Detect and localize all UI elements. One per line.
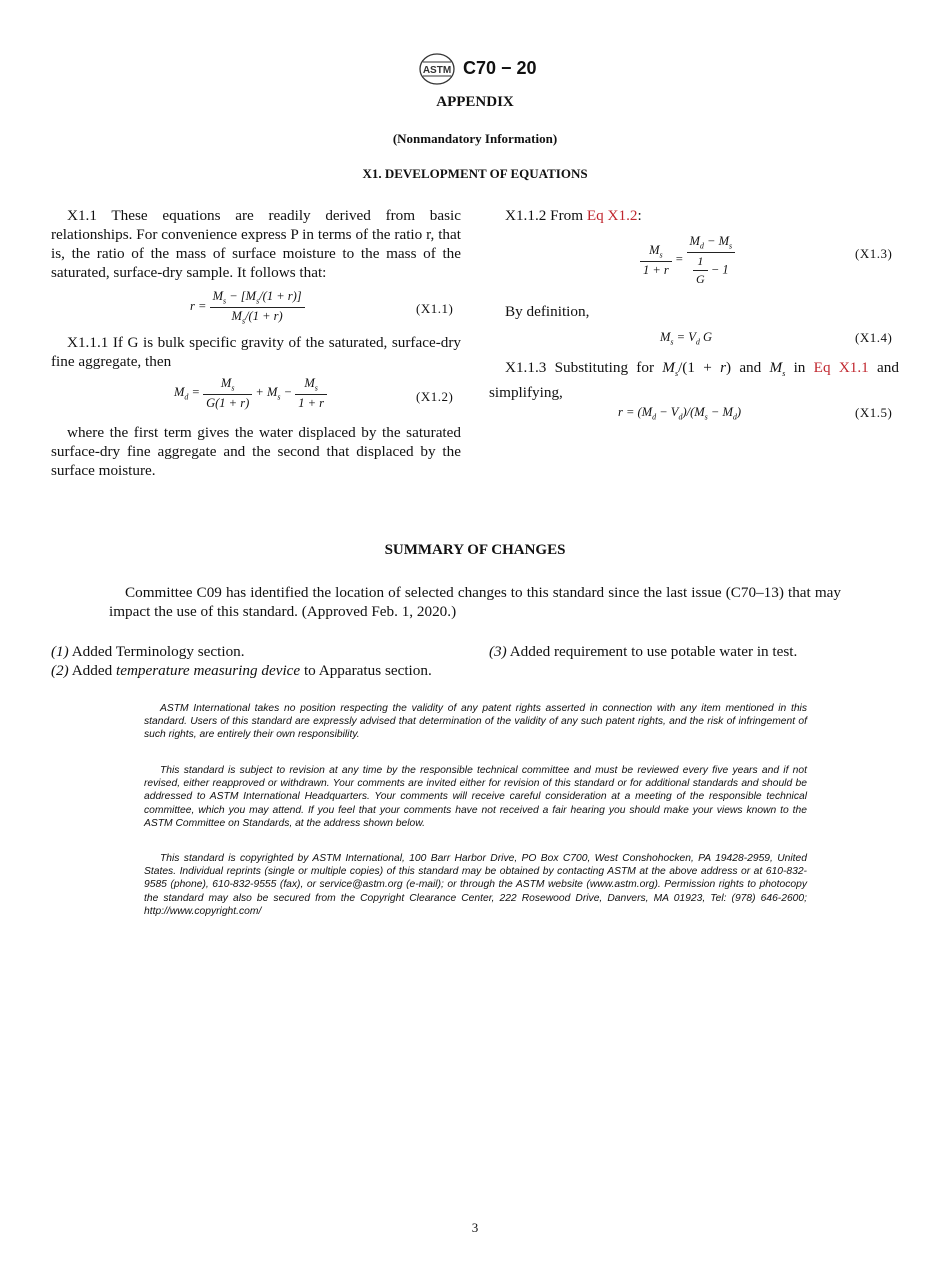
equation-label-x1-1: (X1.1) [416,301,454,316]
eq-x1-2-link[interactable]: Eq X1.2 [586,207,638,224]
item-text: to Apparatus section. [300,662,432,679]
paragraph-where: where the first term gives the water displaced by the saturated surface-dry fine aggregate and the second that displaced by the surface moisture. [51,424,461,479]
text: in [785,359,814,376]
paragraph-x1-1-1: X1.1.1 If G is bulk specific gravity of the saturated, surface-dry fine aggregate, then [51,334,461,370]
paragraph-definition: By definition, [505,303,590,320]
paragraph-x1-1-3: X1.1.3 Substituting for $M_s/(1 + r)$ and $M_s$ in Eq X1.1 and simplifying, [489,359,899,402]
equation-label-x1-5: (X1.5) [855,405,893,420]
text: X1.1.2 From [505,207,587,224]
patent-notice: ASTM International takes no position respecting the validity of any patent rights asserted in connection with any item mentioned in this standard. Users of this standard are expressly advised that determination of the validity of any such patent rights, and the risk of infringement of such rights, are entirely their own responsibility. [144,703,807,741]
item-text: Added Terminology section. [71,643,245,660]
astm-logo-icon [418,52,456,86]
item-text: Added requirement to use potable water in test. [509,643,798,660]
section-title: X1. DEVELOPMENT OF EQUATIONS [362,166,588,181]
change-item-3 [489,642,797,661]
item-emphasis: temperature measuring device [115,662,301,679]
equation-label-x1-3: (X1.3) [855,246,893,261]
item-number: (3) [489,643,507,660]
item-number: (2) [51,662,69,679]
paragraph-x1-1-2 [505,206,900,225]
change-item-2 [51,661,432,680]
page-header [0,52,950,86]
equation-x1-4: $M_s = V_d$ G [660,330,713,347]
equation-label-x1-2: (X1.2) [416,389,454,404]
text: : [637,207,642,224]
text: and [731,359,770,376]
item-number: (1) [51,643,69,660]
item-text: Added [71,662,116,679]
change-item-1 [51,642,245,661]
appendix-subtitle: (Nonmandatory Information) [392,131,558,146]
summary-title: SUMMARY OF CHANGES [384,542,566,558]
summary-intro: Committee C09 has identified the location of selected changes to this standard since the last issue (C70–13) that may impact the use of this standard. (Approved Feb. 1, 2020.) [109,584,841,620]
copyright-notice: This standard is copyrighted by ASTM International, 100 Barr Harbor Drive, PO Box C700, West Conshohocken, PA 19428-2959, United States. Individual reprints (single or multiple copies) of this standard may be obtained by contacting ASTM at the above address or at 610-832-9585 (phone), 610-832-9555 (fax), or service@astm.org (e-mail); or through the ASTM website (www.astm.org). Permission rights to photocopy the standard may also be secured from the Copyright Clearance Center, 222 Rosewood Drive, Danvers, MA 01923, Tel: (978) 646-2600; http://www.copyright.com/ [144,853,807,917]
standard-number: C70 − 20 [463,58,537,78]
svg-text:ASTM: ASTM [422,65,452,76]
equation-x1-5: $r = (M_d - V_d)/(M_s - M_d)$ [618,405,742,422]
equation-x1-2: $M_d$ = $\frac{M_s}{G(1 + r)}$ + $M_s$ − $\frac{M_s}{1 + r}$ [174,376,327,411]
text: X1.1.3 Substituting for [505,359,663,376]
revision-notice: This standard is subject to revision at any time by the responsible technical committee and must be reviewed every five years and if not revised, either reapproved or withdrawn. Your comments are invited either for revision of this standard or for additional standards and should be addressed to ASTM International Headquarters. Your comments will receive careful consideration at a meeting of the responsible technical committee, which you may attend. If you feel that your comments have not received a fair hearing you should make your views known to the ASTM Committee on Standards, at the address shown below. [144,765,807,829]
equation-x1-3: $\frac{M_s}{1 + r}$ = $M_d - M_s$ $\frac{1}{G}$ − 1 [640,234,735,287]
paragraph-x1-1: X1.1 These equations are readily derived from basic relationships. For convenience express P in terms of the ratio r, that is, the ratio of the mass of surface moisture to the mass of the saturated, surface-dry sample. It follows that: [51,207,461,281]
page-number: 3 [471,1220,479,1235]
equation-x1-1: r = $\frac{M_s - [M_s/(1 + r)]}{M_s/(1 + r)}$ [190,289,305,325]
text: and simplifying, [489,359,899,402]
eq-x1-1-link[interactable]: Eq X1.1 [813,359,869,376]
appendix-title: APPENDIX [436,94,514,110]
equation-label-x1-4: (X1.4) [855,330,893,345]
